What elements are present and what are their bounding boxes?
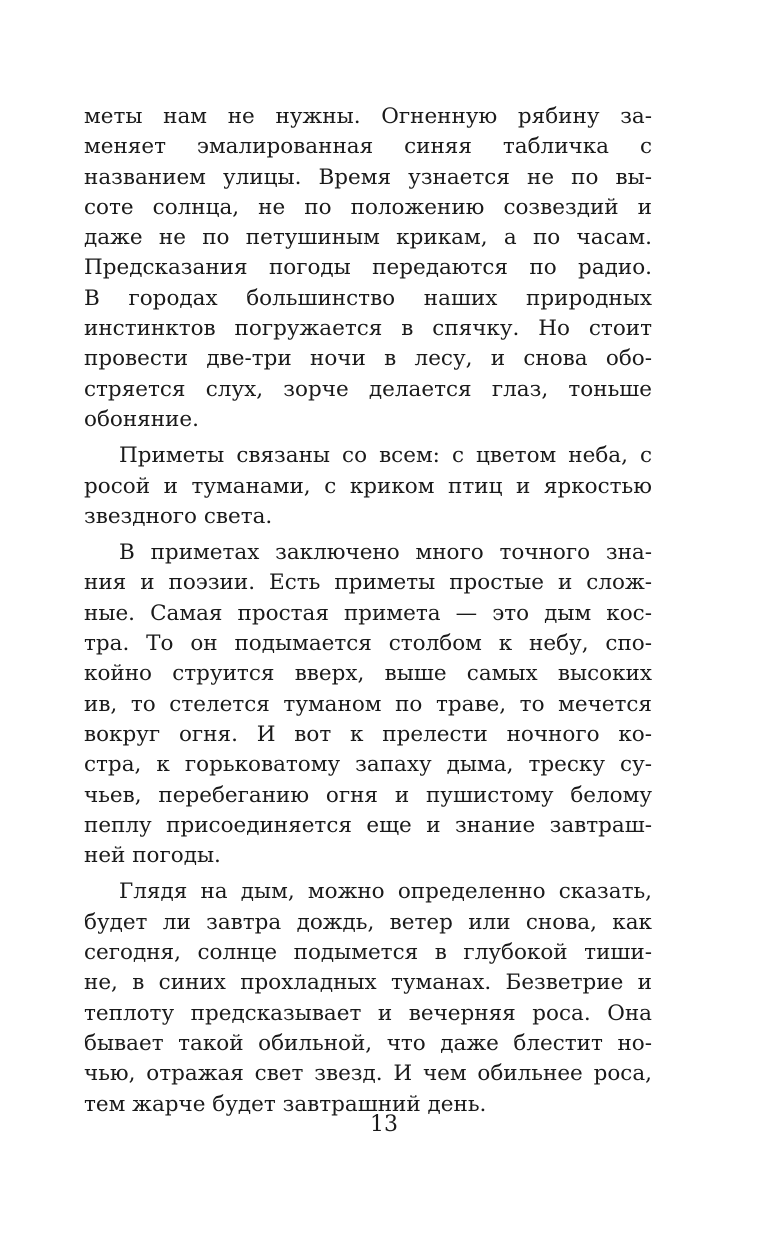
text-line: В приметах заключено много точного зна-: [119, 540, 652, 566]
text-line: тра. То он подымается столбом к небу, спо-: [84, 631, 652, 657]
text-line: ния и поэзии. Есть приметы простые и слож-: [84, 570, 652, 596]
body-text: [84, 102, 652, 1120]
text-line: Глядя на дым, можно определенно сказать,: [119, 879, 652, 905]
text-line: чьев, перебеганию огня и пушистому белому: [84, 782, 652, 808]
text-line: стряется слух, зорче делается глаз, тоньше: [84, 376, 652, 402]
text-line: будет ли завтра дождь, ветер или снова, как: [84, 909, 652, 935]
text-line: чью, отражая свет звезд. И чем обильнее роса,: [84, 1061, 652, 1087]
text-line: меты нам не нужны. Огненную рябину за-: [84, 104, 652, 129]
paragraph: [84, 538, 652, 871]
paragraph: [84, 877, 652, 1119]
text-line: пеплу присоединяется еще и знание завтраш-: [84, 812, 652, 838]
text-line: названием улицы. Время узнается не по вы-: [84, 164, 652, 190]
text-line: теплоту предсказывает и вечерняя роса. Она: [84, 1000, 652, 1026]
text-line: сегодня, солнце подымется в глубокой тиши-: [84, 940, 652, 966]
text-line: даже не по петушиным крикам, а по часам.: [84, 225, 652, 251]
text-line: соте солнца, не по положению созвездий и: [84, 194, 652, 220]
text-line: не, в синих прохладных туманах. Безветрие и: [84, 970, 652, 996]
text-line: звездного света.: [84, 503, 273, 529]
text-line: стра, к горьковатому запаху дыма, треску су-: [84, 752, 652, 778]
text-line: Приметы связаны со всем: с цветом неба, с: [119, 443, 652, 469]
text-line: ные. Самая простая примета — это дым кос-: [84, 600, 652, 626]
text-line: обоняние.: [84, 406, 199, 432]
text-line: койно струится вверх, выше самых высоких: [84, 661, 652, 687]
text-line: бывает такой обильной, что даже блестит но-: [84, 1030, 652, 1056]
text-line: ней погоды.: [84, 843, 221, 869]
text-line: В городах большинство наших природных: [84, 285, 652, 311]
text-line: Предсказания погоды передаются по радио.: [84, 255, 652, 281]
text-line: ив, то стелется туманом по траве, то мечется: [84, 691, 652, 717]
text-line: тем жарче будет завтрашний день.: [84, 1091, 487, 1117]
text-line: вокруг огня. И вот к прелести ночного ко-: [84, 721, 652, 747]
text-line: провести две-три ночи в лесу, и снова обо-: [84, 346, 652, 372]
paragraph: [84, 441, 652, 532]
text-line: росой и туманами, с криком птиц и яркостью: [84, 473, 652, 499]
page-number: 13: [370, 1112, 398, 1137]
text-line: инстинктов погружается в спячку. Но стоит: [84, 316, 652, 342]
text-line: меняет эмалированная синяя табличка с: [84, 134, 652, 160]
paragraph: [84, 102, 652, 435]
